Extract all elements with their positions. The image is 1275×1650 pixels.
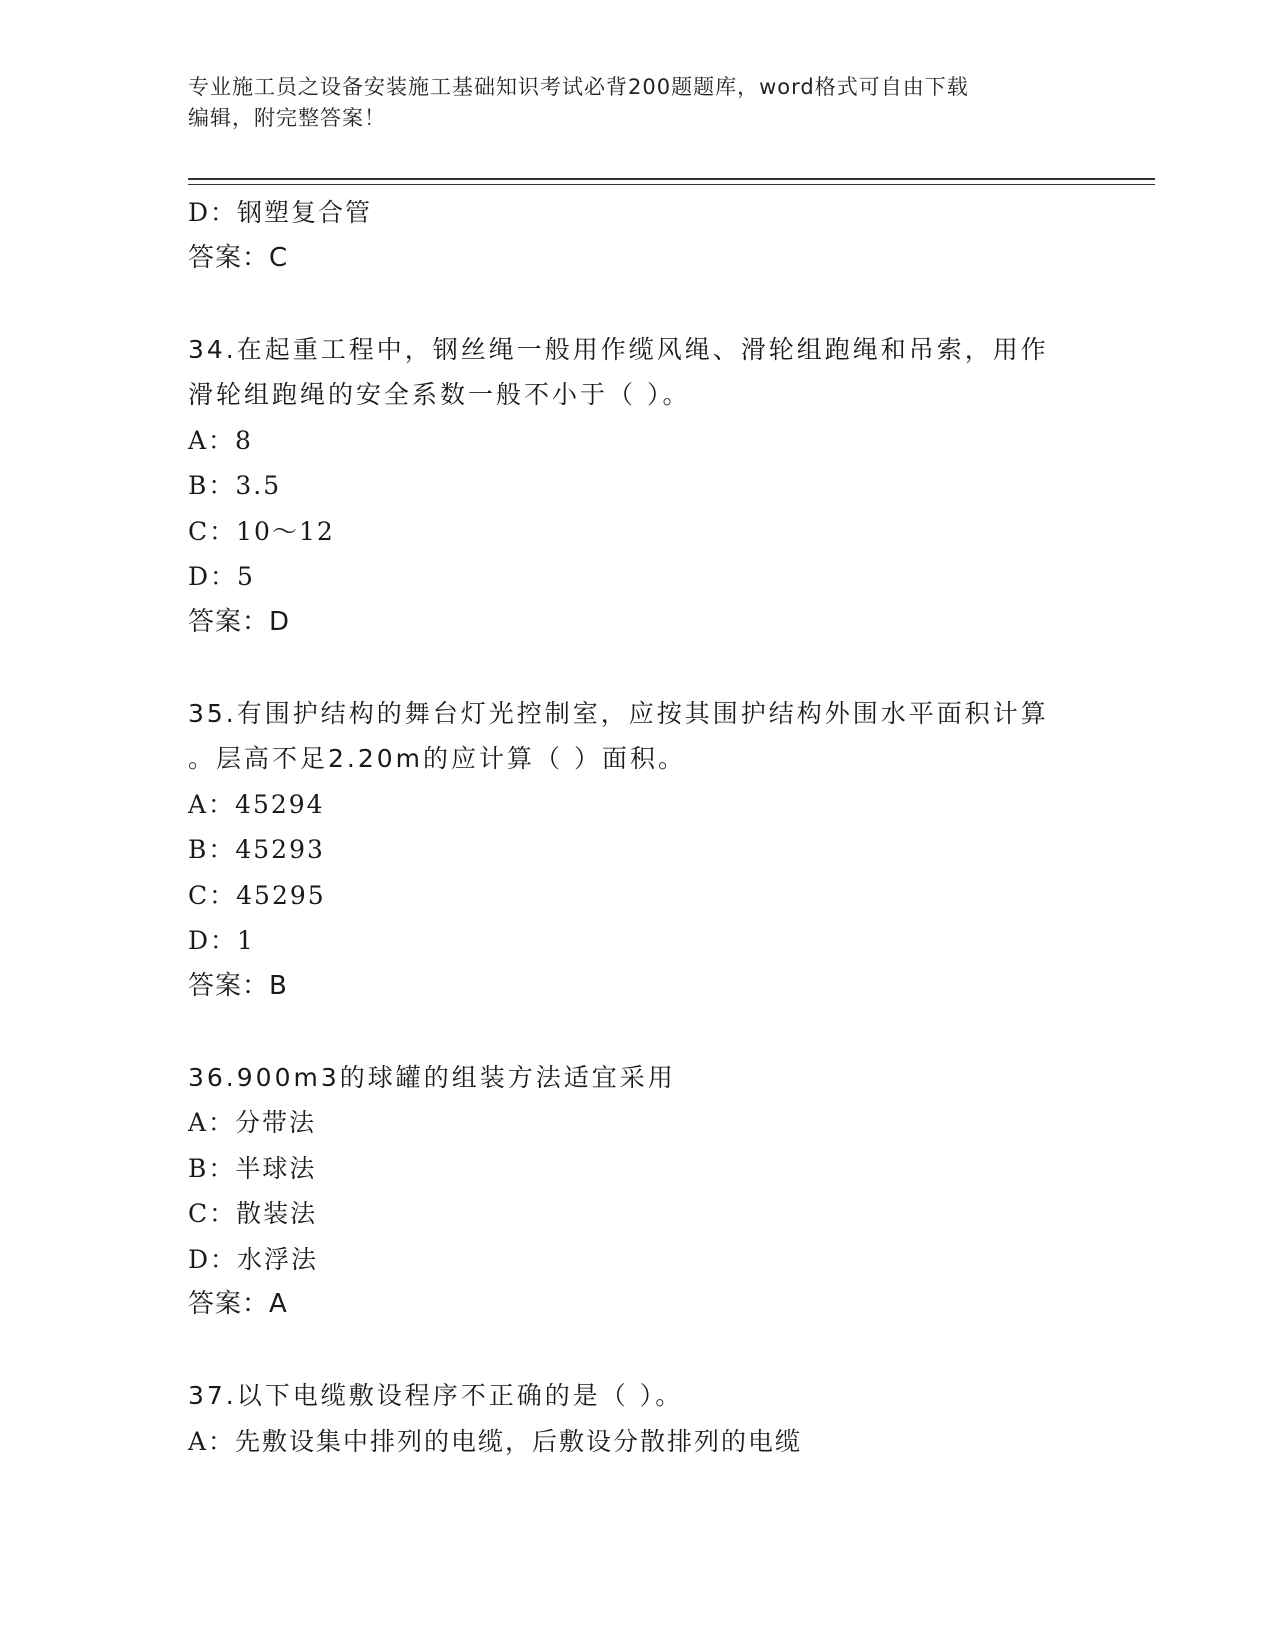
option-c: C：10～12 <box>188 516 335 546</box>
option-b: B：3.5 <box>188 471 282 500</box>
option-d: D：5 <box>188 562 255 591</box>
question-stem: 35.有围护结构的舞台灯光控制室，应按其围护结构外围水平面积计算 <box>188 698 1049 728</box>
option-c: C：散装法 <box>188 1199 318 1228</box>
option-d: D：水浮法 <box>188 1244 319 1274</box>
header-title-line-1: 专业施工员之设备安装施工基础知识考试必背200题题库，word格式可自由下载 <box>188 75 969 99</box>
question-block-34 <box>188 327 1088 646</box>
option-c: C：45295 <box>188 880 326 910</box>
answer-line: 答案：D <box>188 606 291 637</box>
option-d: D：1 <box>188 926 255 955</box>
option-d: D：钢塑复合管 <box>188 198 373 227</box>
answer-line: 答案：B <box>188 970 288 1001</box>
option-a: A：先敷设集中排列的电缆，后敷设分散排列的电缆 <box>188 1426 803 1456</box>
question-stem: 36.900m3的球罐的组装方法适宜采用 <box>188 1062 676 1092</box>
option-a: A：分带法 <box>188 1108 317 1137</box>
spacer <box>188 1009 1088 1055</box>
question-stem: 34.在起重工程中，钢丝绳一般用作缆风绳、滑轮组跑绳和吊索，用作 <box>188 334 1049 364</box>
document-header <box>188 72 1088 134</box>
option-a: A：45294 <box>188 789 325 819</box>
question-block-37 <box>188 1373 1088 1464</box>
answer-line: 答案：A <box>188 1289 288 1319</box>
document-body <box>188 190 1088 1464</box>
header-divider <box>188 178 1155 185</box>
question-stem: 37.以下电缆敷设程序不正确的是（ ）。 <box>188 1381 684 1410</box>
question-stem: 。层高不足2.20m的应计算（ ）面积。 <box>188 744 686 773</box>
spacer <box>188 281 1088 327</box>
option-a: A：8 <box>188 425 253 455</box>
option-b: B：45293 <box>188 835 325 864</box>
header-title-line-2: 编辑，附完整答案！ <box>188 106 386 130</box>
question-block-35 <box>188 691 1088 1010</box>
answer-line: 答案：C <box>188 242 289 273</box>
question-stem: 滑轮组跑绳的安全系数一般不小于（ ）。 <box>188 380 691 409</box>
question-block-36 <box>188 1055 1088 1328</box>
spacer <box>188 1328 1088 1374</box>
option-b: B：半球法 <box>188 1153 317 1183</box>
spacer <box>188 645 1088 691</box>
